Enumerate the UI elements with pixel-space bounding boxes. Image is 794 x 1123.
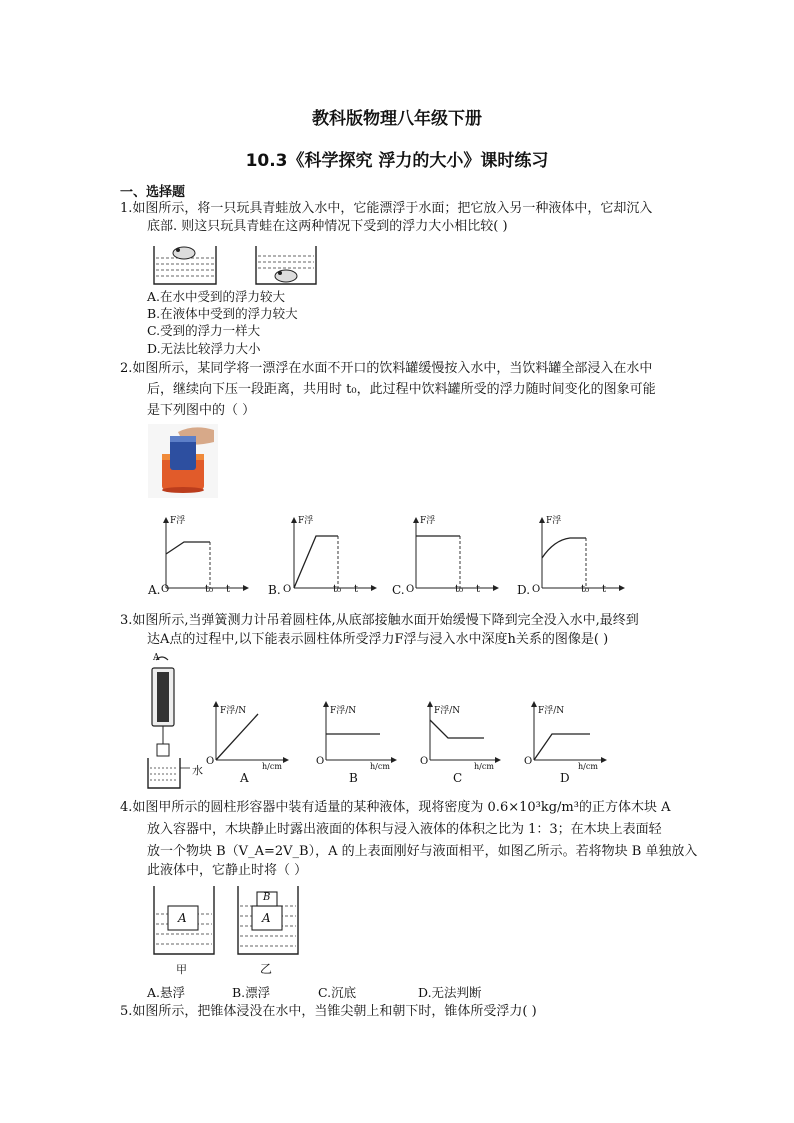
- spring-scale-apparatus: [148, 657, 190, 788]
- can-photo: [148, 424, 218, 498]
- q4-option-c: C.沉底: [318, 985, 357, 1000]
- question-2-line-2: 后，继续向下压一段距离，共用时 t₀，此过程中饮料罐所受的浮力随时间变化的图象可能: [147, 382, 656, 397]
- question-4-line-3: 放一个物块 B（V_A=2V_B），A 的上表面刚好与液面相平，如图乙所示。若将物块 B 单独放入: [147, 844, 698, 859]
- page-subtitle: 10.3《科学探究 浮力的大小》课时练习: [245, 151, 549, 171]
- q4-block-b: B: [263, 892, 271, 903]
- q2-c-origin: O: [406, 584, 415, 595]
- q4-block-a-left: A: [178, 911, 187, 925]
- question-4-line-2: 放入容器中，木块静止时露出液面的体积与浸入液体的体积之比为 1：3；在木块上表面轻: [147, 822, 662, 837]
- q4-option-b: B.漂浮: [232, 985, 271, 1000]
- q2-graph-a: [166, 518, 248, 588]
- q3-label-b: B: [349, 771, 358, 785]
- q3-label-a: A: [240, 771, 249, 785]
- q3-c-origin: O: [420, 756, 429, 767]
- question-2-line-1: 2.如图所示，某同学将一漂浮在水面不开口的饮料罐缓慢按入水中，当饮料罐全部浸入在水中: [120, 361, 653, 376]
- q2-a-t: t: [226, 584, 231, 595]
- q3-a-origin: O: [206, 756, 215, 767]
- q2-label-c: C.: [392, 583, 405, 597]
- q2-b-t: t: [354, 584, 359, 595]
- q1-option-a: A.在水中受到的浮力较大: [147, 289, 286, 304]
- q3-label-d: D: [560, 771, 570, 785]
- q4-block-a-right: A: [262, 911, 271, 925]
- question-4-line-4: 此液体中，它静止时将（ ）: [147, 863, 308, 878]
- question-5-line-1: 5.如图所示，把锥体浸没在水中，当锥尖朝上和朝下时，锥体所受浮力( ): [120, 1004, 537, 1019]
- question-3-line-1: 3.如图所示,当弹簧测力计吊着圆柱体,从底部接触水面开始缓慢下降到完全没入水中,最终到: [120, 613, 639, 628]
- section-heading: 一、选择题: [120, 185, 186, 200]
- q4-fig-label-jia: 甲: [176, 963, 187, 976]
- q3-d-axis-x: h/cm: [578, 762, 598, 771]
- q3-d-origin: O: [524, 756, 533, 767]
- q2-graph-c: [416, 518, 498, 588]
- q2-graph-d: [542, 518, 624, 588]
- q4-option-d: D.无法判断: [418, 985, 482, 1000]
- q3-b-axis-y: F浮/N: [330, 706, 357, 716]
- q2-a-origin: O: [161, 584, 170, 595]
- q2-d-t0: t₀: [581, 584, 590, 595]
- q3-c-axis-x: h/cm: [474, 762, 494, 771]
- q2-graph-b: [294, 518, 376, 588]
- question-3-line-2: 达A点的过程中,以下能表示圆柱体所受浮力F浮与浸入水中深度h关系的图像是( ): [147, 632, 609, 647]
- q2-label-a: A.: [148, 583, 161, 597]
- question-4-line-1: 4.如图甲所示的圆柱形容器中装有适量的某种液体，现将密度为 0.6×10³kg/m³的正方体木块 A: [120, 800, 671, 815]
- q3-a-axis-x: h/cm: [262, 762, 282, 771]
- q2-b-t0: t₀: [333, 584, 342, 595]
- q4-fig-label-yi: 乙: [260, 962, 273, 976]
- q2-c-t: t: [476, 584, 481, 595]
- q3-b-axis-x: h/cm: [370, 762, 390, 771]
- q3-figure-and-graphs: [144, 654, 704, 790]
- q2-label-b: B.: [268, 583, 281, 597]
- q2-d-axis-y: F浮: [546, 516, 562, 526]
- q2-c-t0: t₀: [455, 584, 464, 595]
- frog-containers-figure: [150, 236, 320, 288]
- question-2-line-3: 是下列图中的（ ）: [147, 403, 256, 418]
- q2-b-origin: O: [283, 584, 292, 595]
- question-1-line-2: 底部. 则这只玩具青蛙在这两种情况下受到的浮力大小相比较( ): [147, 219, 508, 234]
- q3-d-axis-y: F浮/N: [538, 706, 565, 716]
- q3-a-axis-y: F浮/N: [220, 706, 247, 716]
- q2-b-axis-y: F浮: [298, 516, 314, 526]
- q1-option-d: D.无法比较浮力大小: [147, 341, 261, 356]
- q4-option-a: A.悬浮: [147, 985, 186, 1000]
- q1-option-b: B.在液体中受到的浮力较大: [147, 306, 298, 321]
- q2-d-t: t: [602, 584, 607, 595]
- q3-label-c: C: [453, 771, 463, 785]
- q2-c-axis-y: F浮: [420, 516, 436, 526]
- q3-point-label: A: [153, 653, 160, 663]
- q2-a-t0: t₀: [205, 584, 214, 595]
- q2-a-axis-y: F浮: [170, 516, 186, 526]
- q2-label-d: D.: [517, 583, 531, 597]
- question-1-line-1: 1.如图所示，将一只玩具青蛙放入水中，它能漂浮于水面；把它放入另一种液体中，它却沉入: [120, 201, 653, 216]
- q3-c-axis-y: F浮/N: [434, 706, 461, 716]
- q3-b-origin: O: [316, 756, 325, 767]
- q3-water-label: 水: [192, 764, 203, 777]
- q2-d-origin: O: [532, 584, 541, 595]
- page-title: 教科版物理八年级下册: [312, 109, 482, 129]
- q4-containers-figure: [148, 884, 308, 956]
- q1-option-c: C.受到的浮力一样大: [147, 323, 261, 338]
